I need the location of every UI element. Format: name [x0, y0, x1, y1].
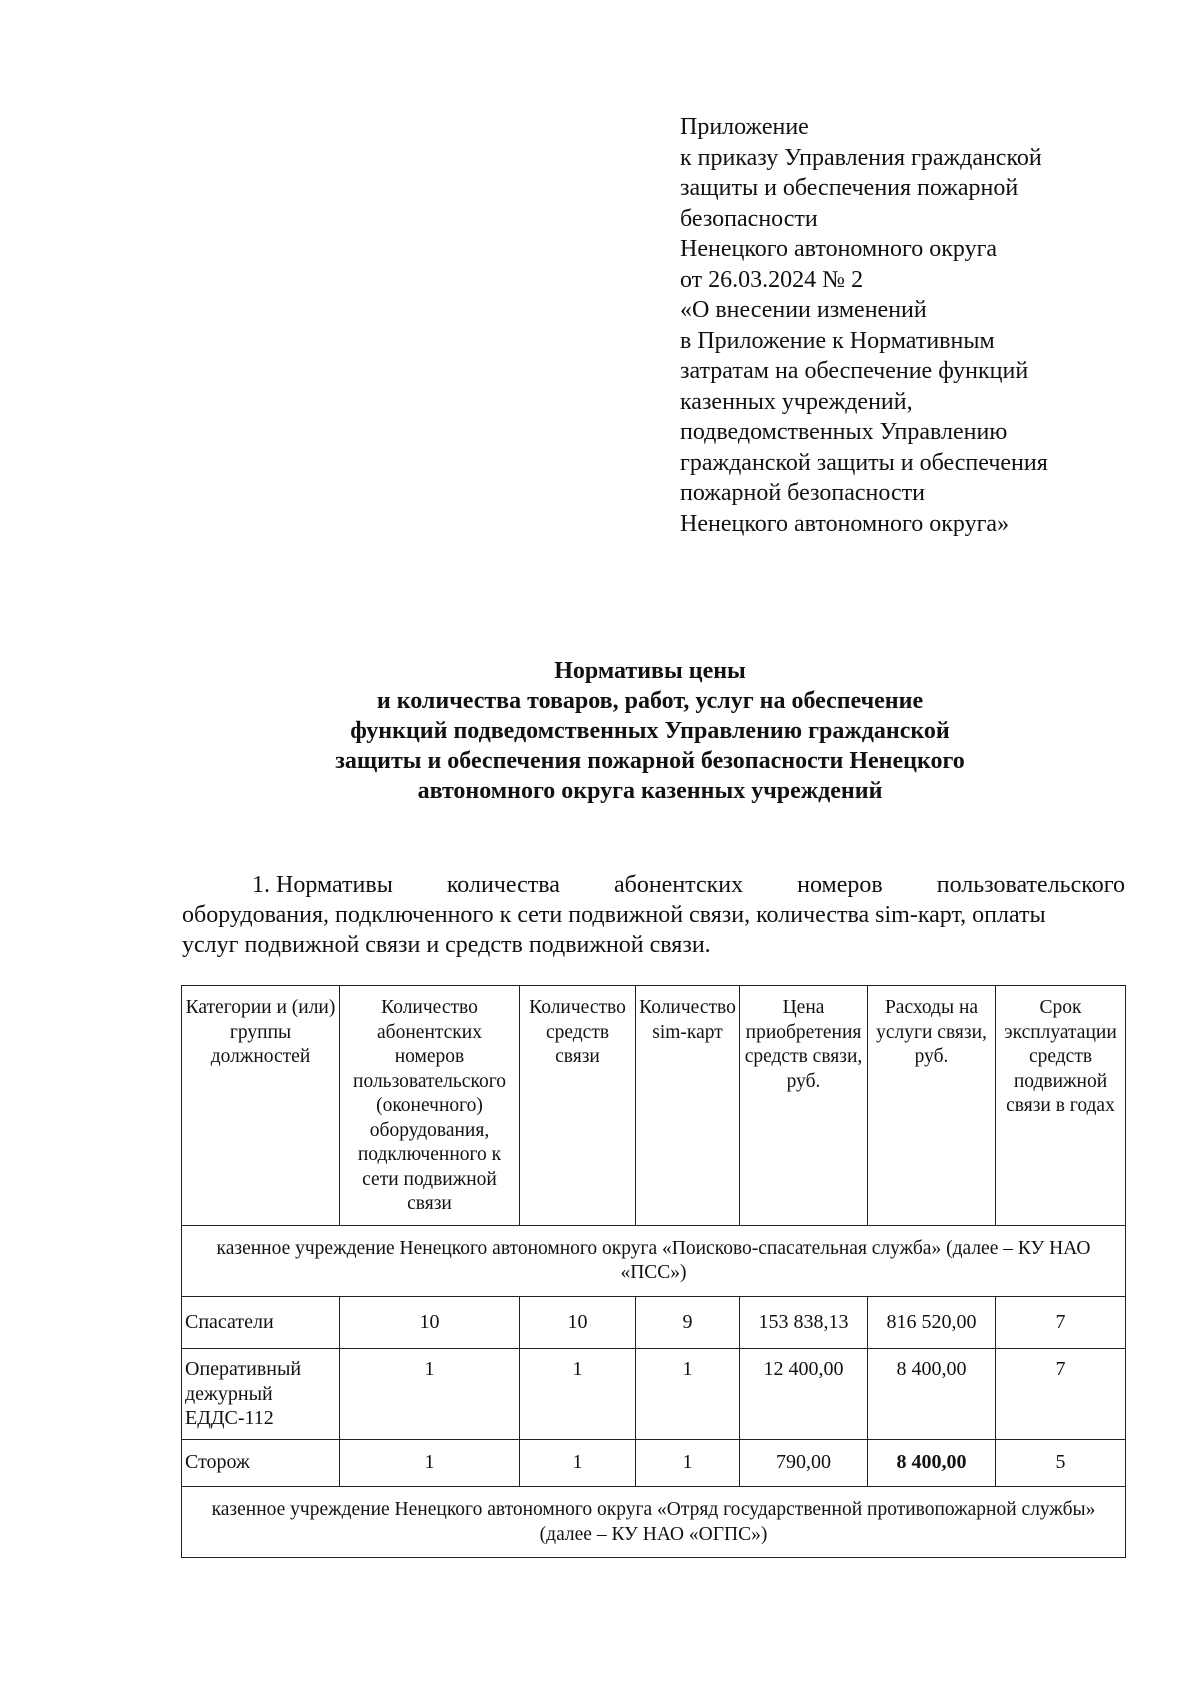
appendix-line: Приложение: [680, 114, 809, 140]
table-row: [182, 1296, 1126, 1349]
table-row: [182, 1439, 1126, 1487]
title-line: Нормативы цены: [554, 658, 746, 684]
section-ogps: казенное учреждение Ненецкого автономного округа «Отряд государственной противопожарной службы» (далее – КУ НАО «ОГПС»): [182, 1487, 1126, 1558]
appendix-line: Ненецкого автономного округа»: [680, 510, 1010, 537]
intro-paragraph: [182, 870, 1125, 960]
cell-term: 7: [996, 1349, 1126, 1440]
appendix-line: безопасности: [680, 205, 818, 232]
section-row: [182, 1225, 1126, 1296]
document-title: [180, 656, 1120, 806]
table-row: [182, 1349, 1126, 1440]
cell-term: 5: [996, 1439, 1126, 1487]
header-devices-count: Количество средств связи: [520, 986, 636, 1226]
paragraph-word: количества: [446, 872, 560, 898]
cell-category: Сторож: [182, 1439, 340, 1487]
paragraph-word: пользовательского: [936, 872, 1125, 898]
appendix-line: Ненецкого автономного округа: [680, 236, 998, 262]
header-subscriber-numbers: Количество абонентских номеров пользовательского (оконечного) оборудования, подключенного к сети подвижной связи: [340, 986, 520, 1226]
appendix-line: затратам на обеспечение функций: [680, 358, 1029, 384]
header-service-life: Срок эксплуатации средств подвижной связи в годах: [996, 986, 1126, 1226]
header-service-costs: Расходы на услуги связи, руб.: [868, 986, 996, 1226]
cell-devices: 10: [520, 1296, 636, 1349]
header-category: Категории и (или) группы должностей: [182, 986, 340, 1226]
cell-devices: 1: [520, 1349, 636, 1440]
cell-numbers: 1: [340, 1439, 520, 1487]
appendix-line: пожарной безопасности: [680, 480, 925, 506]
table-header-row: [182, 986, 1126, 1226]
paragraph-word: номеров: [797, 872, 883, 898]
cell-services: 8 400,00: [868, 1439, 996, 1487]
section-pss: казенное учреждение Ненецкого автономного округа «Поисково-спасательная служба» (далее – КУ НАО «ПСС»): [182, 1225, 1126, 1296]
cell-price: 12 400,00: [740, 1349, 868, 1440]
cell-sim: 9: [636, 1296, 740, 1349]
cell-services: 8 400,00: [868, 1349, 996, 1440]
cell-category: Оперативный дежурный ЕДДС-112: [182, 1349, 340, 1440]
paragraph-line-2: оборудования, подключенного к сети подвижной связи, количества sim-карт, оплаты: [182, 902, 1046, 928]
cell-devices: 1: [520, 1439, 636, 1487]
cell-category: Спасатели: [182, 1296, 340, 1349]
paragraph-line-3: услуг подвижной связи и средств подвижной связи.: [182, 932, 711, 958]
header-sim-count: Количество sim-карт: [636, 986, 740, 1226]
title-line: и количества товаров, работ, услуг на обеспечение: [376, 688, 924, 714]
cell-price: 790,00: [740, 1439, 868, 1487]
appendix-line: защиты и обеспечения пожарной: [680, 175, 1019, 201]
appendix-line: «О внесении изменений: [680, 297, 927, 323]
appendix-block: [680, 112, 1120, 539]
cell-numbers: 10: [340, 1296, 520, 1349]
appendix-line: к приказу Управления гражданской: [680, 144, 1042, 171]
paragraph-line-1: [182, 870, 1125, 900]
appendix-line: гражданской защиты и обеспечения: [680, 449, 1048, 476]
paragraph-word: абонентских: [613, 872, 744, 898]
title-line: функций подведомственных Управлению гражданской: [350, 718, 950, 744]
norms-table: [181, 985, 1126, 1558]
title-line: защиты и обеспечения пожарной безопасности Ненецкого: [335, 748, 965, 774]
cell-sim: 1: [636, 1349, 740, 1440]
cell-term: 7: [996, 1296, 1126, 1349]
cell-numbers: 1: [340, 1349, 520, 1440]
appendix-line: от 26.03.2024 № 2: [680, 266, 864, 293]
cell-price: 153 838,13: [740, 1296, 868, 1349]
cell-services: 816 520,00: [868, 1296, 996, 1349]
paragraph-word: 1. Нормативы: [252, 872, 393, 898]
section-row: [182, 1487, 1126, 1558]
title-line: автономного округа казенных учреждений: [417, 778, 883, 804]
cell-sim: 1: [636, 1439, 740, 1487]
appendix-line: в Приложение к Нормативным: [680, 327, 995, 354]
appendix-line: подведомственных Управлению: [680, 419, 1008, 445]
appendix-line: казенных учреждений,: [680, 388, 913, 415]
header-device-price: Цена приобретения средств связи, руб.: [740, 986, 868, 1226]
